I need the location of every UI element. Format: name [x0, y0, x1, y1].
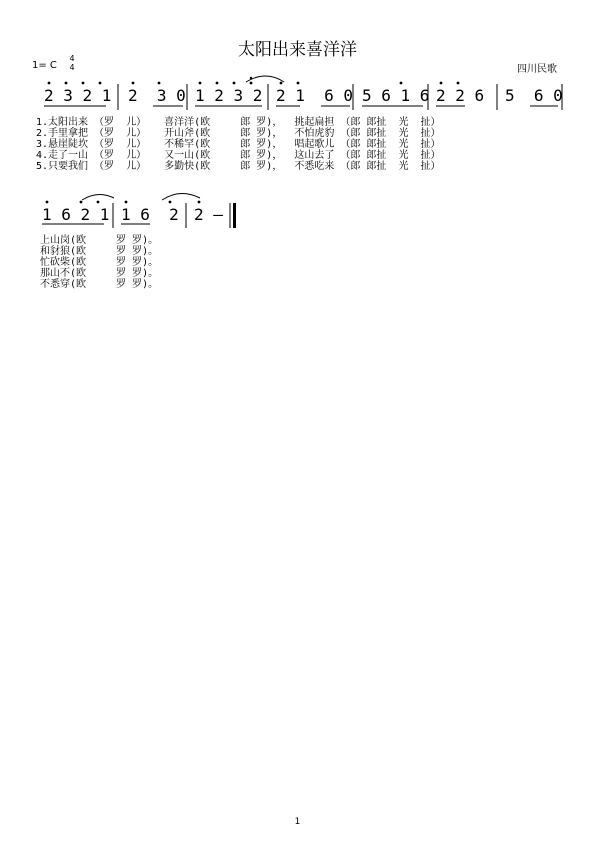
key-signature: 1= C	[32, 60, 57, 71]
octave-dot	[125, 201, 128, 204]
lyric-line-9: 那山不(欧 罗 罗)。	[40, 268, 159, 279]
octave-dot	[65, 82, 68, 85]
tie	[162, 193, 200, 200]
notes-measure-1: 2 3 2 1	[44, 86, 112, 105]
octave-dot	[216, 82, 219, 85]
octave-dot	[99, 82, 102, 85]
tie	[246, 76, 284, 82]
final-barline-thick	[233, 203, 236, 228]
octave-dot	[80, 201, 83, 204]
octave-dot	[457, 82, 460, 85]
octave-dot	[97, 201, 100, 204]
octave-dot	[132, 82, 135, 85]
notes-measure-4: 2 1 6 0	[276, 86, 354, 105]
notes-measure-10: 2 –	[194, 205, 223, 224]
lyric-line-7: 和豺狼(欧 罗 罗)。	[40, 246, 159, 257]
song-source: 四川民歌	[517, 64, 557, 75]
page-number: 1	[294, 817, 301, 827]
lyric-line-5: 5.只要我们 （罗 儿） 多勤快(欧 郎 罗)， 不悉吃来 （郎 郎扯 光 扯）	[36, 161, 441, 172]
time-signature-top: 4	[69, 54, 75, 63]
song-title: 太阳出来喜洋洋	[238, 40, 357, 60]
lyric-line-3: 3.悬崖陡坎 （罗 儿） 不稀罕(欧 郎 罗)， 唱起歌儿 （郎 郎扯 光 扯）	[36, 139, 441, 150]
lyric-line-1: 1.太阳出来 （罗 儿） 喜洋洋(欧 郎 罗)， 挑起扁担 （郎 郎扯 光 扯）	[36, 117, 441, 128]
octave-dot	[400, 82, 403, 85]
octave-dot	[46, 201, 49, 204]
tie	[82, 194, 114, 200]
lyric-line-10: 不悉穿(欧 罗 罗)。	[40, 279, 159, 290]
notes-measure-7: 5 6 0	[505, 86, 563, 105]
notes-measure-9: 1 6 2	[121, 205, 179, 224]
fermata-dot	[250, 77, 252, 79]
lyric-line-2: 2.手里拿把 （罗 儿） 开山斧(欧 郎 罗)， 不怕虎豹 （郎 郎扯 光 扯）	[36, 128, 441, 139]
octave-dot	[250, 82, 253, 85]
octave-dot	[280, 82, 283, 85]
octave-dot	[440, 82, 443, 85]
notes-measure-8: 1 6 2 1	[42, 205, 110, 224]
octave-dot	[48, 82, 51, 85]
lyric-line-4: 4.走了一山 （罗 儿） 又一山(欧 郎 罗)， 这山去了 （郎 郎扯 光 扯）	[36, 150, 441, 161]
octave-dot	[233, 82, 236, 85]
octave-dot	[199, 82, 202, 85]
notes-measure-2: 2 3 0	[128, 86, 186, 105]
octave-dot	[158, 82, 161, 85]
time-signature-bottom: 4	[69, 63, 75, 72]
lyric-line-8: 忙砍柴(欧 罗 罗)。	[40, 257, 159, 268]
notes-measure-6: 2 2 6	[436, 86, 485, 105]
notes-measure-3: 1 2 3 2	[195, 86, 263, 105]
octave-dot	[82, 82, 85, 85]
notes-measure-5: 5 6 1 6	[362, 86, 430, 105]
octave-dot	[169, 201, 172, 204]
octave-dot	[297, 82, 300, 85]
octave-dot	[198, 201, 201, 204]
lyric-line-6: 上山岗(欧 罗 罗)。	[40, 235, 159, 246]
